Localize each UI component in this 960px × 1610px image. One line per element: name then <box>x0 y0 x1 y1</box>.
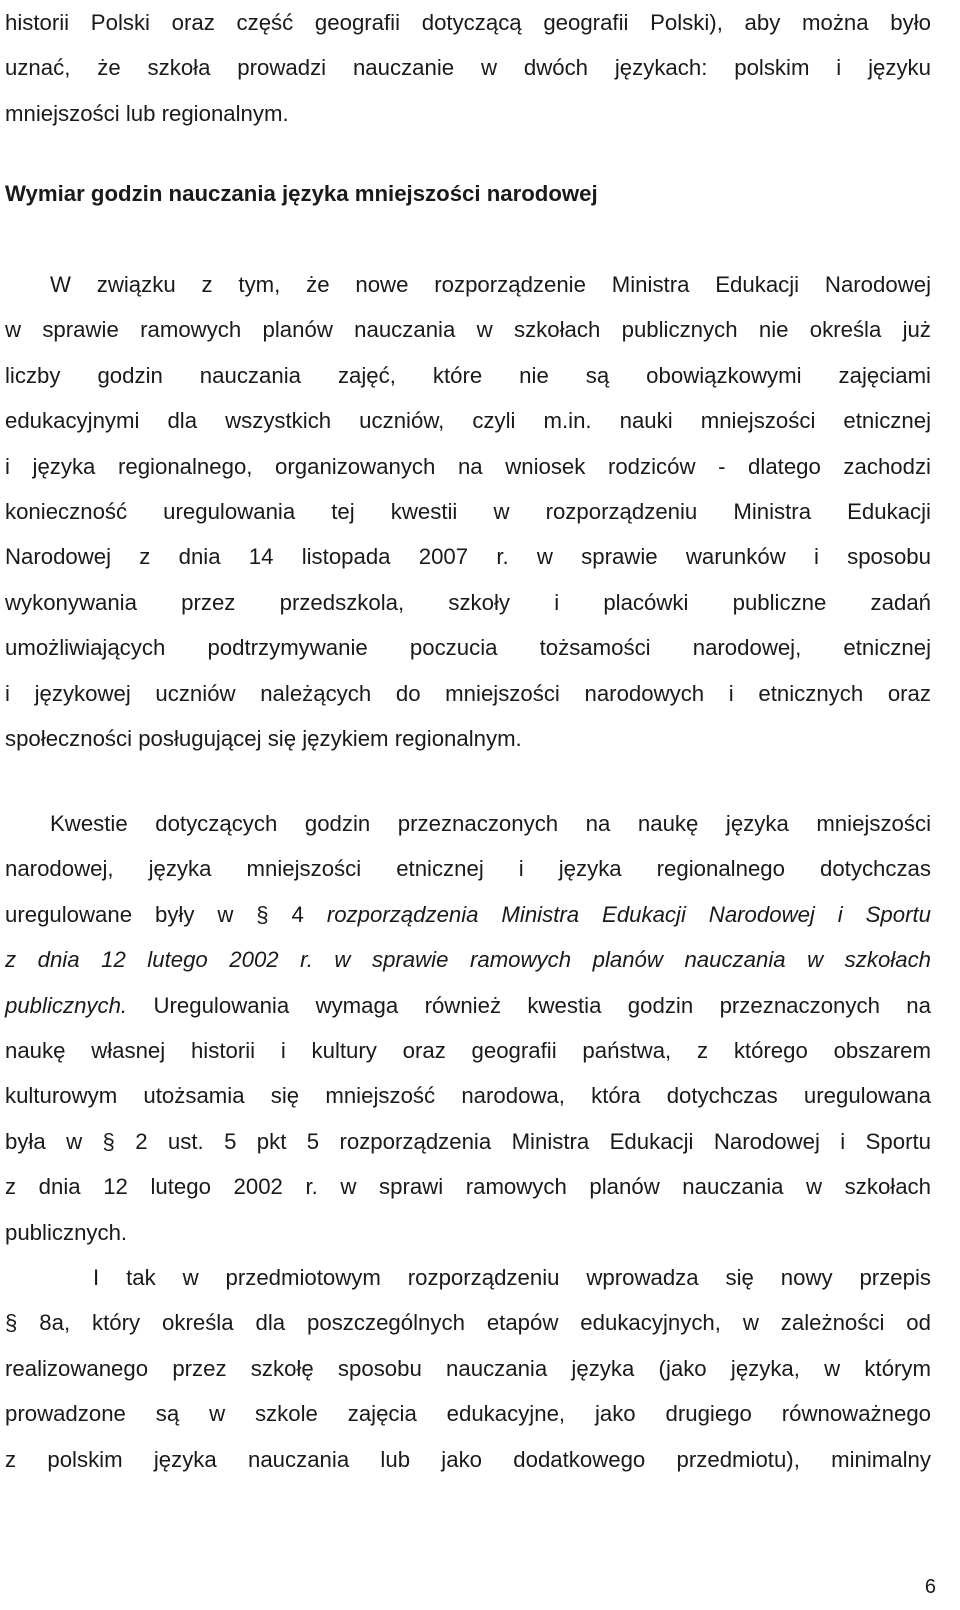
italic-citation: publicznych. <box>5 992 128 1018</box>
text-line: z dnia 12 lutego 2002 r. w sprawi ramowych planów nauczania w szkołach <box>5 1174 931 1200</box>
text-line: § 8a, który określa dla poszczególnych etapów edukacyjnych, w zależności od <box>5 1310 931 1336</box>
text-line: i języka regionalnego, organizowanych na wniosek rodziców - dlatego zachodzi <box>5 453 931 479</box>
paragraph-hours-regulation <box>5 801 931 1255</box>
text-run: Uregulowania wymaga również kwestia godzin przeznaczonych na <box>127 992 931 1018</box>
text-line: umożliwiających podtrzymywanie poczucia tożsamości narodowej, etnicznej <box>5 635 931 661</box>
text-line <box>5 983 931 1028</box>
text-line: edukacyjnymi dla wszystkich uczniów, czyli m.in. nauki mniejszości etnicznej <box>5 408 931 434</box>
italic-citation: rozporządzenia Ministra Edukacji Narodowej i Sportu <box>326 901 931 927</box>
text-line: W związku z tym, że nowe rozporządzenie Ministra Edukacji Narodowej <box>50 272 931 297</box>
text-line: mniejszości lub regionalnym. <box>5 100 289 126</box>
text-line: społeczności posługującej się językiem regionalnym. <box>5 725 522 751</box>
text-line: była w § 2 ust. 5 pkt 5 rozporządzenia Ministra Edukacji Narodowej i Sportu <box>5 1128 931 1154</box>
paragraph-new-provision <box>5 1255 931 1482</box>
text-line: konieczność uregulowania tej kwestii w rozporządzeniu Ministra Edukacji <box>5 498 931 524</box>
text-line: wykonywania przez przedszkola, szkoły i placówki publiczne zadań <box>5 589 931 615</box>
text-line: I tak w przedmiotowym rozporządzeniu wprowadza się nowy przepis <box>93 1265 931 1290</box>
text-line: prowadzone są w szkole zajęcia edukacyjne, jako drugiego równoważnego <box>5 1401 931 1427</box>
page-number: 6 <box>924 1576 936 1598</box>
text-line <box>5 892 931 937</box>
text-line: historii Polski oraz część geografii dotyczącą geografii Polski), aby można było <box>5 10 931 35</box>
text-line: w sprawie ramowych planów nauczania w szkołach publicznych nie określa już <box>5 317 931 343</box>
text-line: i językowej uczniów należących do mniejszości narodowych i etnicznych oraz <box>5 680 931 706</box>
italic-citation-line: z dnia 12 lutego 2002 r. w sprawie ramowych planów nauczania w szkołach <box>5 947 931 973</box>
text-line: publicznych. <box>5 1219 128 1245</box>
text-line: z polskim języka nauczania lub jako dodatkowego przedmiotu), minimalny <box>5 1446 931 1472</box>
text-line: uznać, że szkoła prowadzi nauczanie w dwóch językach: polskim i języku <box>5 55 931 81</box>
text-line: liczby godzin nauczania zajęć, które nie są obowiązkowymi zajęciami <box>5 362 931 388</box>
text-line: narodowej, języka mniejszości etnicznej i języka regionalnego dotychczas <box>5 856 931 882</box>
text-line: Narodowej z dnia 14 listopada 2007 r. w sprawie warunków i sposobu <box>5 544 931 570</box>
section-heading-block <box>5 171 931 216</box>
text-line: naukę własnej historii i kultury oraz geografii państwa, z którego obszarem <box>5 1037 931 1063</box>
paragraph-ministry-regulation <box>5 262 931 761</box>
continuation-paragraph <box>5 0 931 136</box>
text-line: realizowanego przez szkołę sposobu nauczania języka (jako języka, w którym <box>5 1355 931 1381</box>
text-line: Kwestie dotyczących godzin przeznaczonych na naukę języka mniejszości <box>50 811 931 836</box>
section-heading: Wymiar godzin nauczania języka mniejszości narodowej <box>5 181 598 206</box>
text-run: uregulowane były w § 4 <box>5 901 327 927</box>
text-line: kulturowym utożsamia się mniejszość narodowa, która dotychczas uregulowana <box>5 1083 931 1109</box>
